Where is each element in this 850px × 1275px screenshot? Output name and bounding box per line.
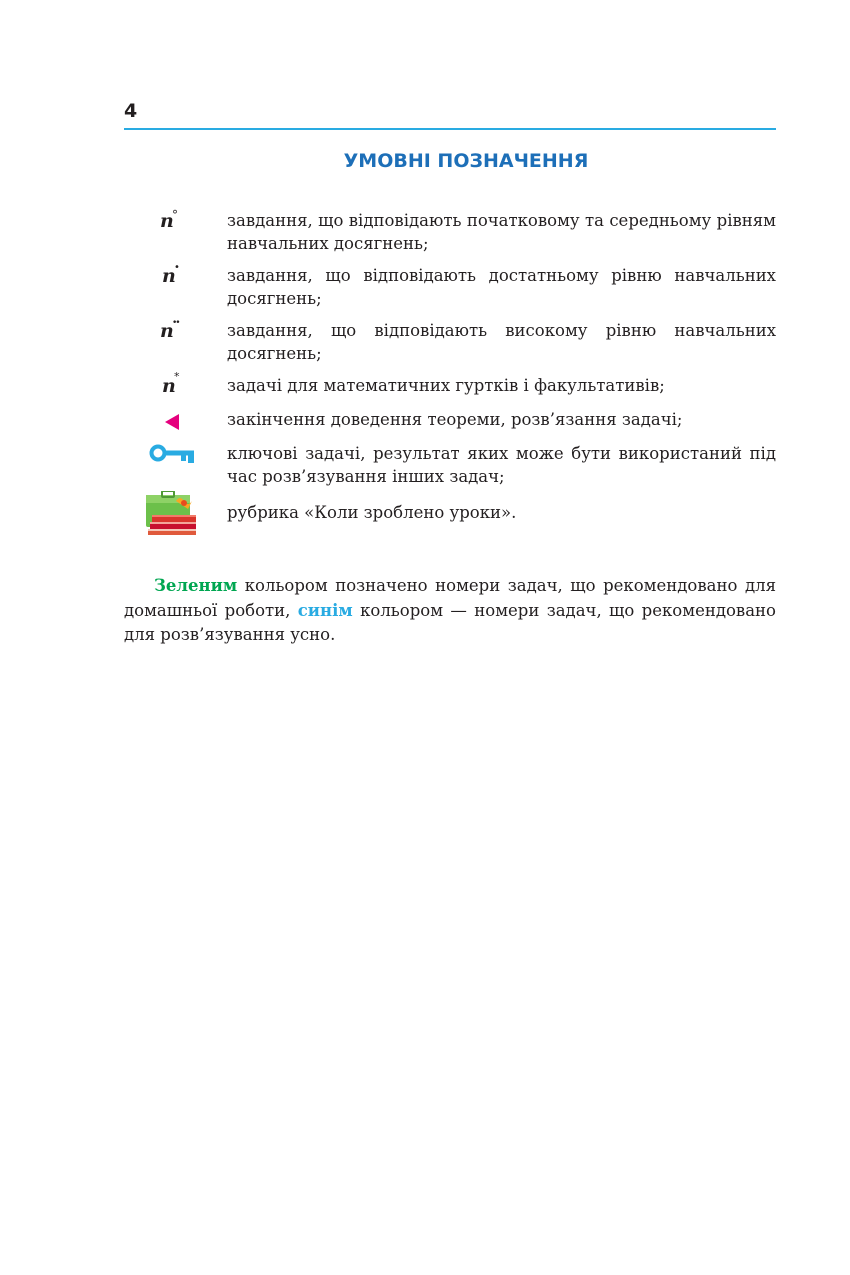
note-text-part2: кольором — номери задач, що рекомендовано для розв’язування усно.: [124, 600, 776, 644]
n-star-mark: [124, 370, 227, 398]
page-number: 4: [124, 100, 138, 122]
legend-item: [124, 408, 776, 442]
legend-item: [124, 370, 776, 408]
legend-item: [124, 209, 776, 264]
legend-item: [124, 497, 776, 547]
dot-superscript: •: [174, 262, 180, 273]
legend-text: закінчення доведення теореми, розв’язання задачі;: [227, 410, 683, 429]
legend-text: завдання, що відповідають початковому та середньому рівням навчальних досягнень;: [227, 211, 776, 253]
n-letter: n: [162, 375, 176, 397]
green-word: Зеленим: [154, 576, 238, 595]
legend-item: [124, 264, 776, 319]
legend-text: завдання, що відповідають високому рівню навчальних досягнень;: [227, 321, 776, 363]
legend-list: [124, 209, 776, 547]
double-dot-superscript: ••: [172, 318, 179, 328]
header-rule: [124, 128, 776, 130]
n-letter: n: [162, 265, 176, 287]
n-letter: n: [160, 320, 174, 342]
color-note-paragraph: [124, 574, 776, 648]
section-title: УМОВНІ ПОЗНАЧЕННЯ: [343, 150, 589, 172]
n-dot-mark: [124, 264, 227, 288]
n-letter: n: [160, 210, 174, 232]
legend-text: рубрика «Коли зроблено уроки».: [227, 503, 517, 522]
legend-item: [124, 319, 776, 374]
triangle-icon: [165, 414, 179, 430]
legend-item: [124, 442, 776, 497]
note-text-part1: кольором позначено номери задач, що рекомендовано для домашньої роботи,: [124, 576, 776, 620]
books-icon: [146, 491, 200, 537]
legend-text: завдання, що відповідають достатньому рівню навчальних досягнень;: [227, 266, 776, 308]
n-circle-mark: [124, 209, 227, 233]
legend-text: ключові задачі, результат яких може бути використаний під час розв’язування інших задач;: [227, 444, 776, 486]
circle-superscript: °: [172, 208, 178, 222]
legend-text: задачі для математичних гуртків і факультативів;: [227, 376, 665, 395]
star-superscript: *: [174, 370, 180, 383]
key-icon: [148, 442, 196, 466]
blue-word: синім: [297, 600, 353, 620]
n-double-dot-mark: [124, 319, 227, 343]
